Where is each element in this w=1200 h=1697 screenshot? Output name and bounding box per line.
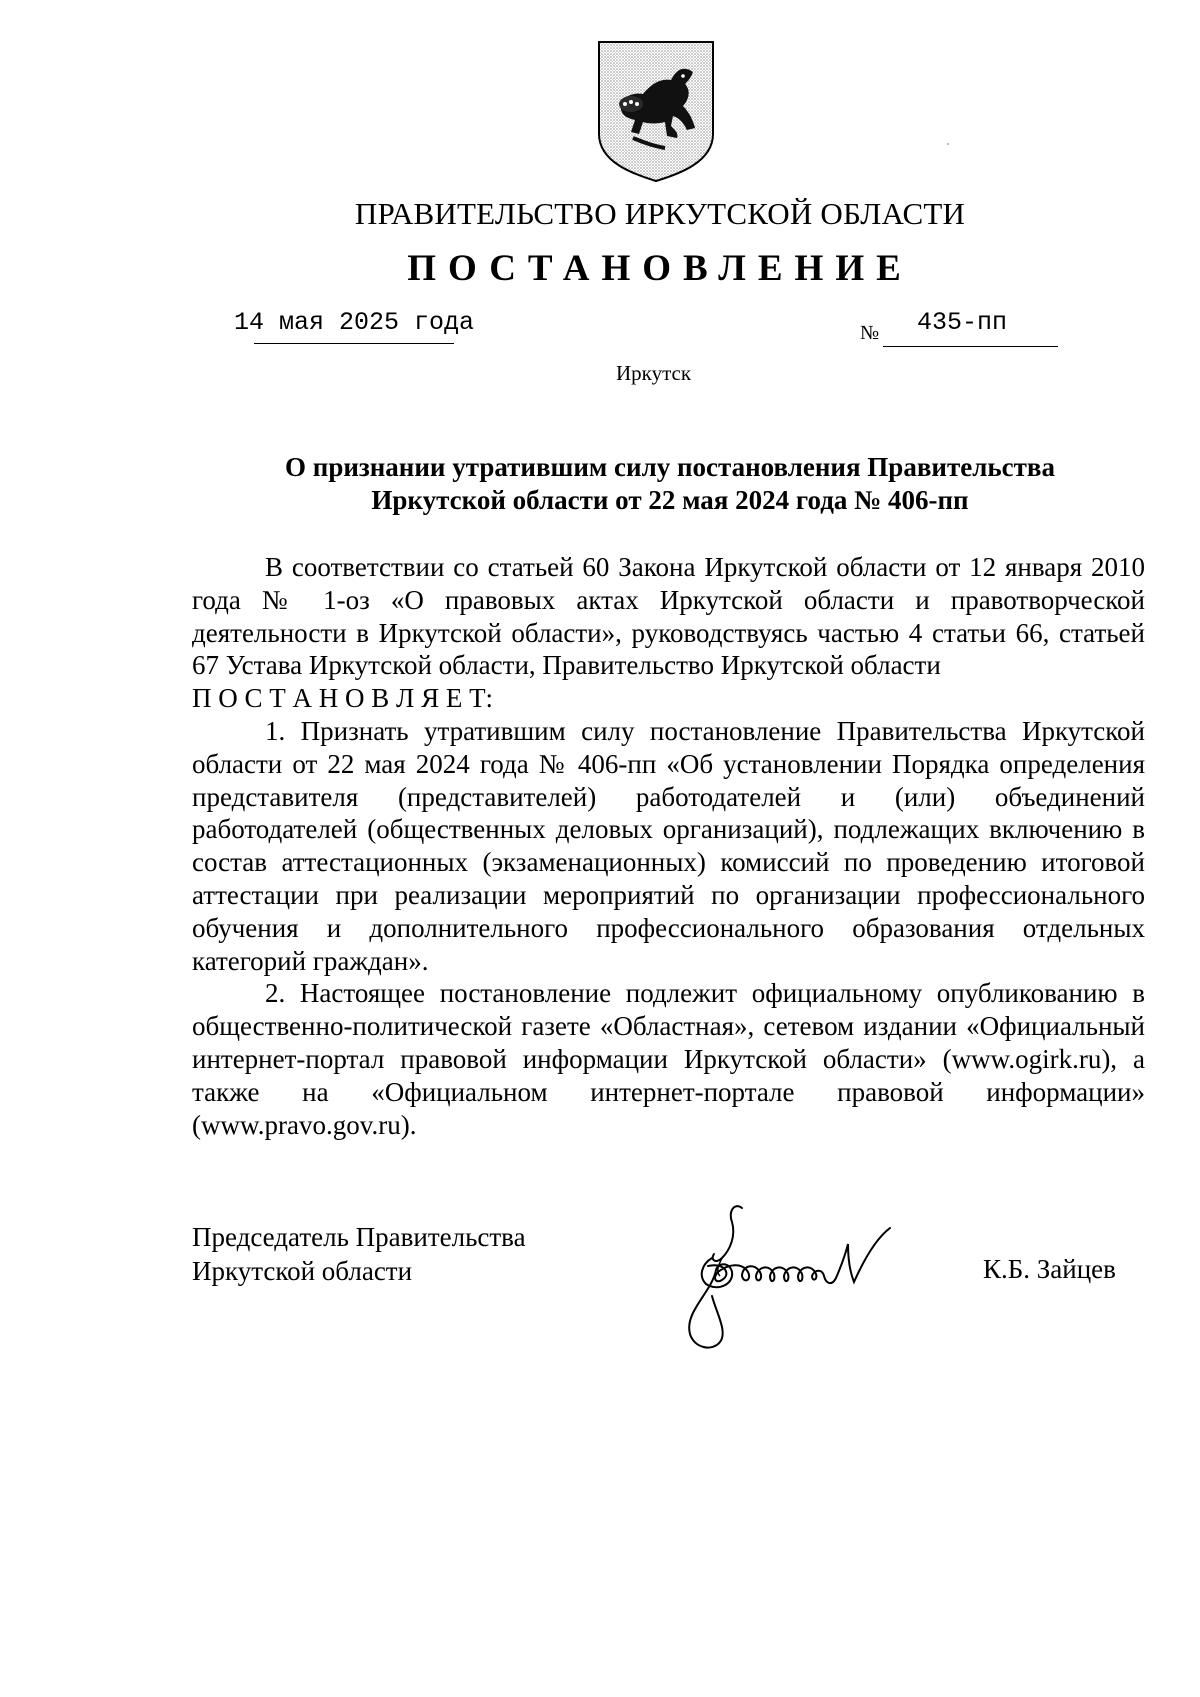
- city-name: Иркутск: [616, 361, 692, 385]
- document-number: 435-пп: [917, 308, 1008, 337]
- scan-speck: [947, 143, 949, 145]
- number-sign: №: [860, 322, 880, 344]
- title-line-1: О признании утратившим силу постановления Правительства: [285, 452, 1055, 482]
- coat-of-arms-emblem: [595, 38, 717, 184]
- handwritten-signature: [672, 1192, 972, 1360]
- date-underline: [254, 343, 454, 344]
- signatory-position: [192, 1220, 526, 1288]
- number-underline: [883, 346, 1058, 347]
- resolves-word: П О С Т А Н О В Л Я Е Т:: [192, 683, 494, 714]
- document-type-heading: ПОСТАНОВЛЕНИЕ: [407, 248, 913, 289]
- signatory-name: К.Б. Зайцев: [983, 1254, 1116, 1284]
- organization-name: ПРАВИТЕЛЬСТВО ИРКУТСКОЙ ОБЛАСТИ: [354, 196, 966, 231]
- document-title: [190, 451, 1150, 517]
- item-1-paragraph: 1. Признать утратившим силу постановление Правительства Иркутской области от 22 мая 2024 года № 406-пп «Об установлении Порядка определения представителя (представителей) работодателей и (или) объединений работодателей (общественных деловых организаций), подлежащих включению в состав аттестационных (экзаменационных) комиссий по проведению итоговой аттестации при реализации мероприятий по организации профессионального обучения и дополнительного профессионального образования отдельных категорий граждан».: [192, 715, 1145, 976]
- title-line-2: Иркутской области от 22 мая 2024 года № 406-пп: [371, 485, 969, 515]
- item-2-paragraph: 2. Настоящее постановление подлежит официальному опубликованию в общественно-политической газете «Областная», сетевом издании «Официальный интернет-портал правовой информации Иркутской области» (www.ogirk.ru), а также на «Официальном интернет-портале правовой информации» (www.pravo.gov.ru).: [192, 978, 1145, 1140]
- signatory-position-line-1: Председатель Правительства: [192, 1222, 526, 1252]
- document-date: 14 мая 2025 года: [234, 308, 475, 337]
- signatory-position-line-2: Иркутской области: [192, 1256, 413, 1286]
- preamble-paragraph: В соответствии со статьей 60 Закона Иркутской области от 12 января 2010 года № 1-оз «О правовых актах Иркутской области и правотворческой деятельности в Иркутской области», руководствуясь частью 4 статьи 66, статьей 67 Устава Иркутской области, Правительство Иркутской области: [192, 552, 1145, 681]
- document-body: [192, 551, 1145, 1141]
